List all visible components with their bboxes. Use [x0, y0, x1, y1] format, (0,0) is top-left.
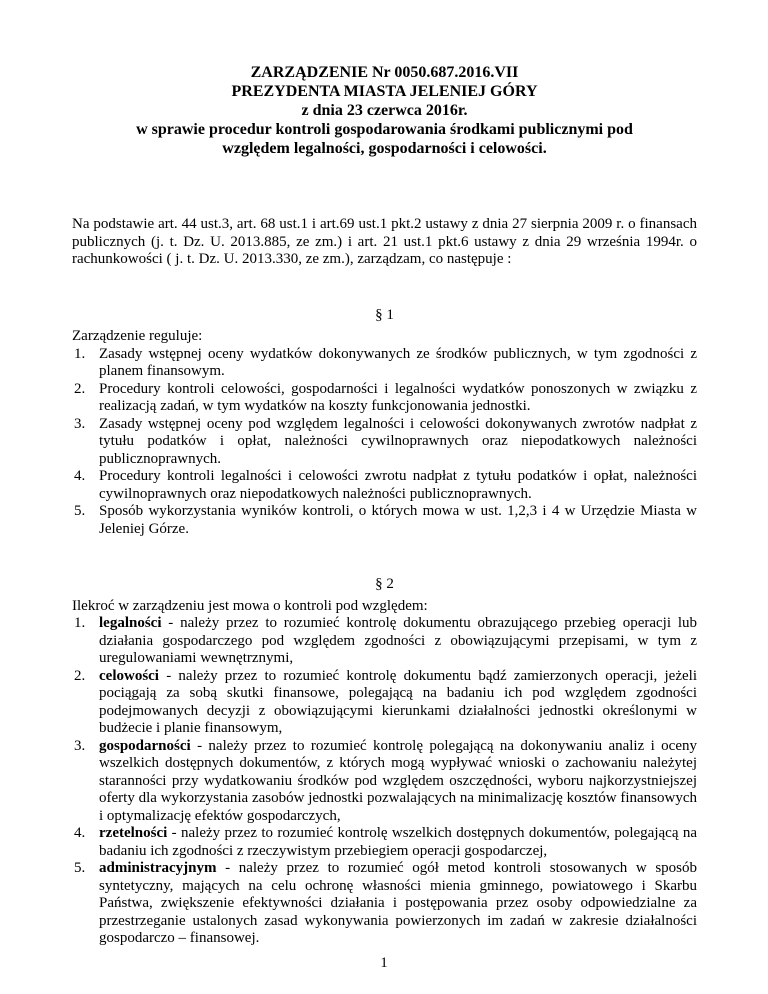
list-item: [72, 503, 697, 538]
list-item: [72, 381, 697, 416]
definition-term: gospodarności: [99, 737, 191, 754]
title-line-5: względem legalności, gospodarności i celowości.: [222, 140, 547, 157]
definition-term: rzetelności: [99, 825, 168, 841]
definition-text: - należy przez to rozumieć ogół metod kontroli stosowanych w sposób syntetyczny, mających na celu ochronę własności mienia gminnego, powiatowego i Skarbu Państwa, zwiększenie efektywności działania i postępowania przez osoby odpowiedzialne za przestrzeganie ustalonych zasad wykonywania powierzonych im zadań w zakresie działalności gospodarczo – finansowej.: [99, 860, 697, 946]
list-item: [72, 825, 697, 860]
list-text: Zasady wstępnej oceny pod względem legalności i celowości dokonywanych zwrotów nadpłat z tytułu podatków i opłat, należności cywilnoprawnych oraz niepodatkowych należności publicznoprawnych.: [99, 415, 697, 467]
definition-text: - należy przez to rozumieć kontrolę wszelkich dostępnych dokumentów, polegającą na badaniu ich zgodności z rzeczywistym przebiegiem operacji gospodarczej,: [99, 825, 697, 859]
list-text: Sposób wykorzystania wyników kontroli, o których mowa w ust. 1,2,3 i 4 w Urzędzie Miasta w Jeleniej Górze.: [99, 503, 697, 537]
section-1-heading: § 1: [375, 306, 394, 323]
list-text: Zasady wstępnej oceny wydatków dokonywanych ze środków publicznych, w tym zgodności z planem finansowym.: [99, 345, 697, 379]
list-number: 2.: [74, 380, 86, 397]
title-line-1: ZARZĄDZENIE Nr 0050.687.2016.VII: [250, 64, 519, 81]
list-number: 1.: [74, 345, 86, 362]
definition-term: administracyjnym: [99, 860, 217, 876]
list-number: 3.: [74, 415, 86, 432]
definition-term: celowości: [99, 667, 159, 684]
title-line-3: z dnia 23 czerwca 2016r.: [301, 102, 468, 119]
section-1-list: [72, 346, 697, 539]
list-item: [72, 416, 697, 469]
list-number: 3.: [74, 737, 86, 754]
list-number: 4.: [74, 468, 86, 484]
document-title: [72, 63, 697, 158]
list-text: Procedury kontroli celowości, gospodarności i legalności wydatków ponoszonych w związku z realizacją zadań, w tym wydatków na koszty funkcjonowania jednostki.: [99, 380, 697, 414]
definition-text: - należy przez to rozumieć kontrolę dokumentu obrazującego przebieg operacji lub działania gospodarczego pod względem zgodności z obowiązującymi przepisami, w tym z uregulowaniami wewnętrznymi,: [99, 615, 697, 666]
section-2-heading: § 2: [375, 576, 394, 592]
list-number: 5.: [74, 860, 86, 876]
page-number: 1: [380, 955, 388, 971]
list-number: 1.: [74, 615, 86, 631]
list-item: [72, 668, 697, 738]
definition-text: - należy przez to rozumieć kontrolę polegającą na dokonywaniu analiz i oceny wszelkich dostępnych dokumentów, z których mogą wypływać wnioski o zachowaniu należytej staranności przy wydatkowaniu środków pod względem oszczędności, wyboru najkorzystniejszej oferty dla wykorzystania zasobów jednostki pozwalających na minimalizację kosztów finansowych i optymalizację efektów gospodarczych,: [99, 737, 697, 824]
intro-paragraph: Na podstawie art. 44 ust.3, art. 68 ust.1 i art.69 ust.1 pkt.2 ustawy z dnia 27 sierpnia 2009 r. o finansach publicznych (j. t. Dz. U. 2013.885, ze zm.) i art. 21 ust.1 pkt.6 ustawy z dnia 29 września 1994r. o rachunkowości ( j. t. Dz. U. 2013.330, ze zm.), zarządzam, co następuje :: [72, 216, 697, 267]
section-1-lead: Zarządzenie reguluje:: [72, 328, 203, 344]
list-text: Procedury kontroli legalności i celowości zwrotu nadpłat z tytułu podatków i opłat, należności cywilnoprawnych oraz niepodatkowych należności publicznoprawnych.: [99, 468, 697, 502]
document-page: [72, 0, 697, 948]
definition-text: - należy przez to rozumieć kontrolę dokumentu bądź zamierzonych operacji, jeżeli pociągają za sobą skutki finansowe, polegającą na badaniu ich pod względem zgodności podejmowanych decyzji z obowiązującymi kierunkami działalności jednostki określonymi w budżecie i planie finansowym,: [99, 667, 697, 736]
list-item: [72, 738, 697, 826]
list-item: [72, 615, 697, 668]
title-line-2: PREZYDENTA MIASTA JELENIEJ GÓRY: [231, 83, 538, 100]
definition-term: legalności: [99, 615, 162, 631]
list-item: [72, 860, 697, 948]
list-number: 5.: [74, 503, 86, 519]
section-2-list: [72, 615, 697, 948]
title-line-4: w sprawie procedur kontroli gospodarowania środkami publicznymi pod: [136, 121, 633, 138]
list-item: [72, 346, 697, 381]
section-2-lead: Ilekroć w zarządzeniu jest mowa o kontroli pod względem:: [72, 597, 428, 614]
list-item: [72, 468, 697, 503]
list-number: 4.: [74, 825, 86, 841]
list-number: 2.: [74, 667, 86, 684]
